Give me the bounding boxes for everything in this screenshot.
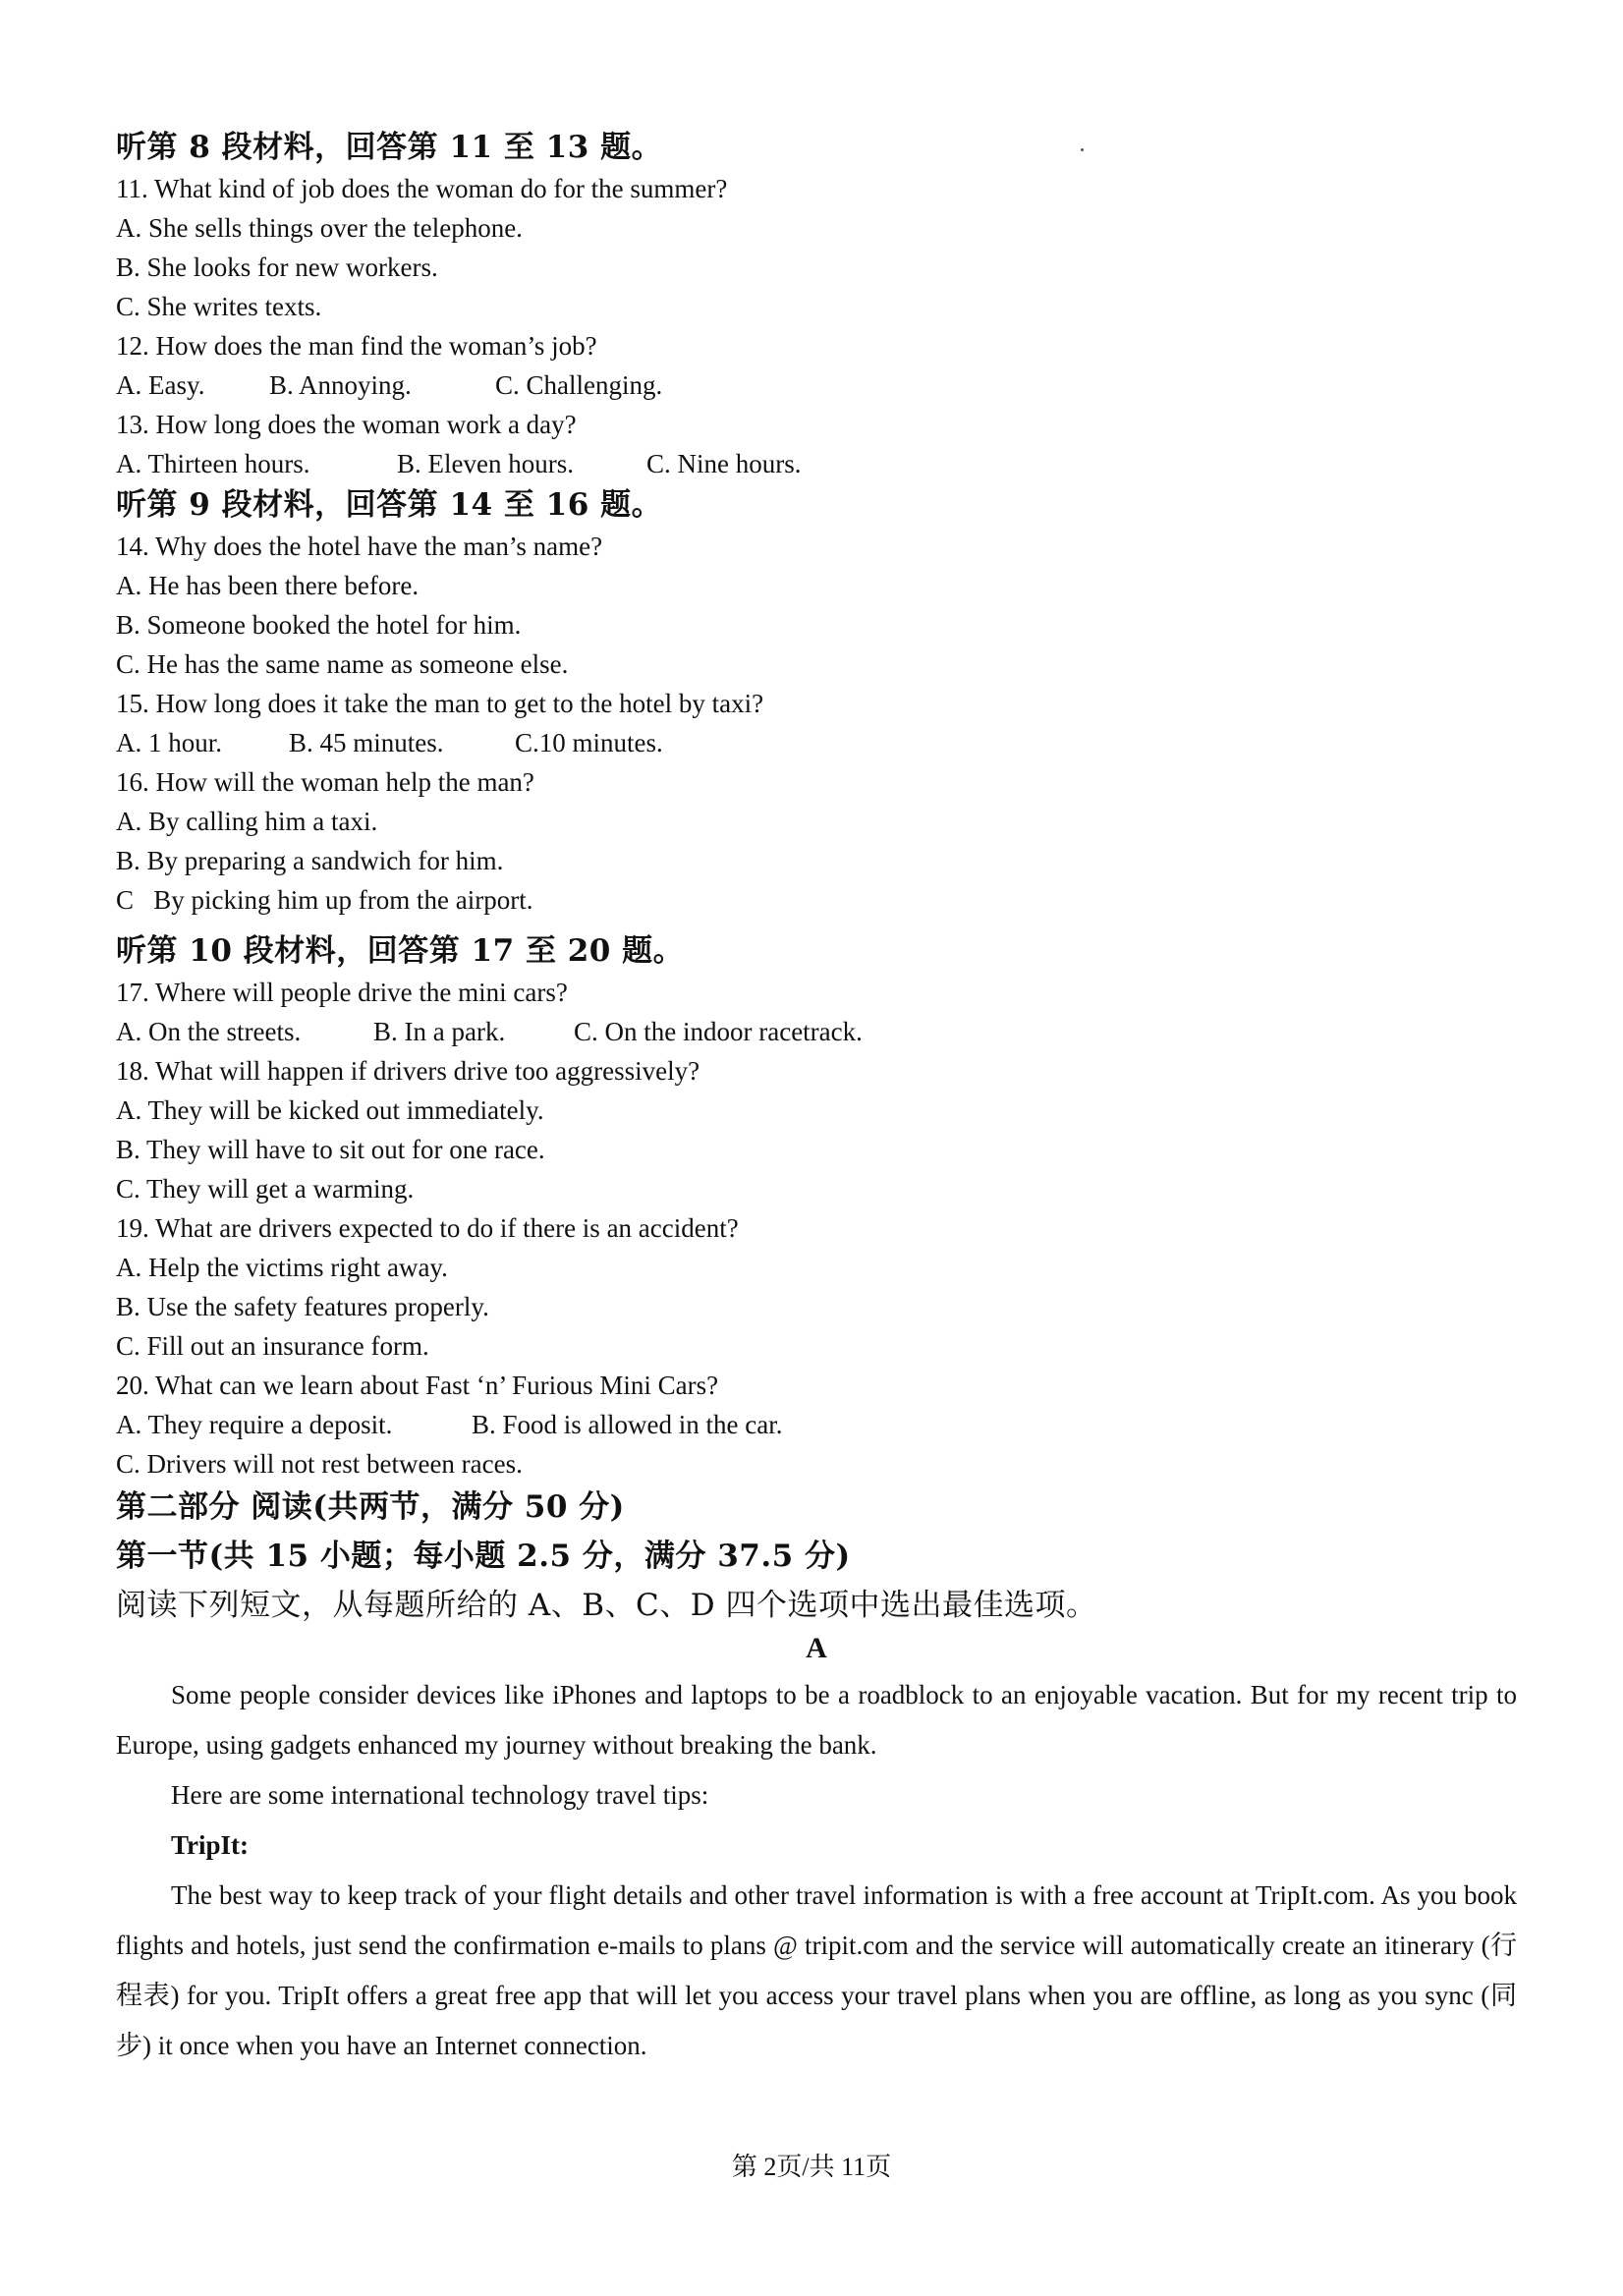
options-12	[116, 365, 1517, 405]
question-16: 16. How will the woman help the man?	[116, 767, 534, 797]
option-17-b: B. In a park.	[373, 1017, 506, 1046]
option-18-b: B. They will have to sit out for one race.	[116, 1135, 545, 1164]
options-15	[116, 723, 1517, 762]
reading-instruction: 阅读下列短文，从每题所给的 A、B、C、D 四个选项中选出最佳选项。	[116, 1588, 1097, 1623]
passage-a-paragraph-1: Some people consider devices like iPhones and laptops to be a roadblock to an enjoyable vacation. But for my recent trip to Europe, using gadgets enhanced my journey without breaking the bank.	[116, 1680, 1517, 1760]
option-19-a: A. Help the victims right away.	[116, 1253, 448, 1282]
question-14: 14. Why does the hotel have the man’s name?	[116, 532, 603, 561]
option-15-a: A. 1 hour.	[116, 728, 222, 757]
page-footer: 第 2页/共 11页	[731, 2153, 892, 2181]
option-19-b: B. Use the safety features properly.	[116, 1292, 489, 1321]
option-18-a: A. They will be kicked out immediately.	[116, 1095, 544, 1125]
option-12-c: C. Challenging.	[495, 370, 663, 400]
option-13-c: C. Nine hours.	[646, 449, 802, 478]
passage-a-subheading: TripIt:	[171, 1830, 249, 1860]
question-12: 12. How does the man find the woman’s job?	[116, 331, 597, 361]
option-14-c: C. He has the same name as someone else.	[116, 649, 569, 679]
section-9-heading: 听第 9 段材料，回答第 14 至 16 题。	[116, 487, 663, 523]
section-10-heading: 听第 10 段材料，回答第 17 至 20 题。	[116, 933, 685, 969]
option-11-b: B. She looks for new workers.	[116, 252, 438, 282]
passage-a-paragraph-2: Here are some international technology travel tips:	[171, 1780, 709, 1810]
option-15-c: C.10 minutes.	[515, 728, 663, 757]
option-11-a: A. She sells things over the telephone.	[116, 213, 523, 243]
option-16-b: B. By preparing a sandwich for him.	[116, 846, 504, 875]
option-19-c: C. Fill out an insurance form.	[116, 1331, 429, 1361]
option-17-c: C. On the indoor racetrack.	[574, 1017, 863, 1046]
question-20: 20. What can we learn about Fast ‘n’ Furious Mini Cars?	[116, 1371, 719, 1400]
option-20-a: A. They require a deposit.	[116, 1410, 393, 1439]
question-13: 13. How long does the woman work a day?	[116, 410, 577, 439]
question-17: 17. Where will people drive the mini cars?	[116, 978, 568, 1007]
question-18: 18. What will happen if drivers drive too aggressively?	[116, 1056, 700, 1086]
option-17-a: A. On the streets.	[116, 1017, 302, 1046]
option-20-b: B. Food is allowed in the car.	[472, 1410, 783, 1439]
options-17	[116, 1012, 1517, 1051]
option-18-c: C. They will get a warming.	[116, 1174, 415, 1204]
option-20-c: C. Drivers will not rest between races.	[116, 1449, 523, 1479]
question-19: 19. What are drivers expected to do if there is an accident?	[116, 1213, 739, 1243]
options-20	[116, 1405, 1517, 1444]
part-2-title: 第二部分 阅读(共两节，满分 50 分)	[116, 1489, 625, 1525]
question-15: 15. How long does it take the man to get to the hotel by taxi?	[116, 689, 764, 718]
option-13-a: A. Thirteen hours.	[116, 449, 310, 478]
option-13-b: B. Eleven hours.	[397, 449, 574, 478]
options-13	[116, 444, 1517, 483]
option-14-b: B. Someone booked the hotel for him.	[116, 610, 522, 640]
option-12-a: A. Easy.	[116, 370, 205, 400]
option-12-b: B. Annoying.	[269, 370, 412, 400]
option-15-b: B. 45 minutes.	[289, 728, 444, 757]
exam-page	[116, 126, 1517, 2071]
option-11-c: C. She writes texts.	[116, 292, 322, 321]
option-16-c: C By picking him up from the airport.	[116, 885, 533, 915]
part-2-section-1-title: 第一节(共 15 小题；每小题 2.5 分，满分 37.5 分)	[116, 1539, 851, 1574]
question-11: 11. What kind of job does the woman do for the summer?	[116, 174, 728, 203]
option-14-a: A. He has been there before.	[116, 571, 420, 600]
option-16-a: A. By calling him a taxi.	[116, 807, 378, 836]
section-8-heading: 听第 8 段材料，回答第 11 至 13 题。	[116, 130, 663, 165]
passage-a-paragraph-3: The best way to keep track of your flight details and other travel information is with a free account at TripIt.com. As you book flights and hotels, just send the confirmation e-mails to plans @ tripit.com and the service will automatically create an itinerary (行程表) for you. TripIt offers a great free app that will let you access your travel plans when you are offline, as long as you sync (同步) it once when you have an Internet connection.	[116, 1880, 1517, 2060]
passage-a-title: A	[806, 1632, 827, 1664]
